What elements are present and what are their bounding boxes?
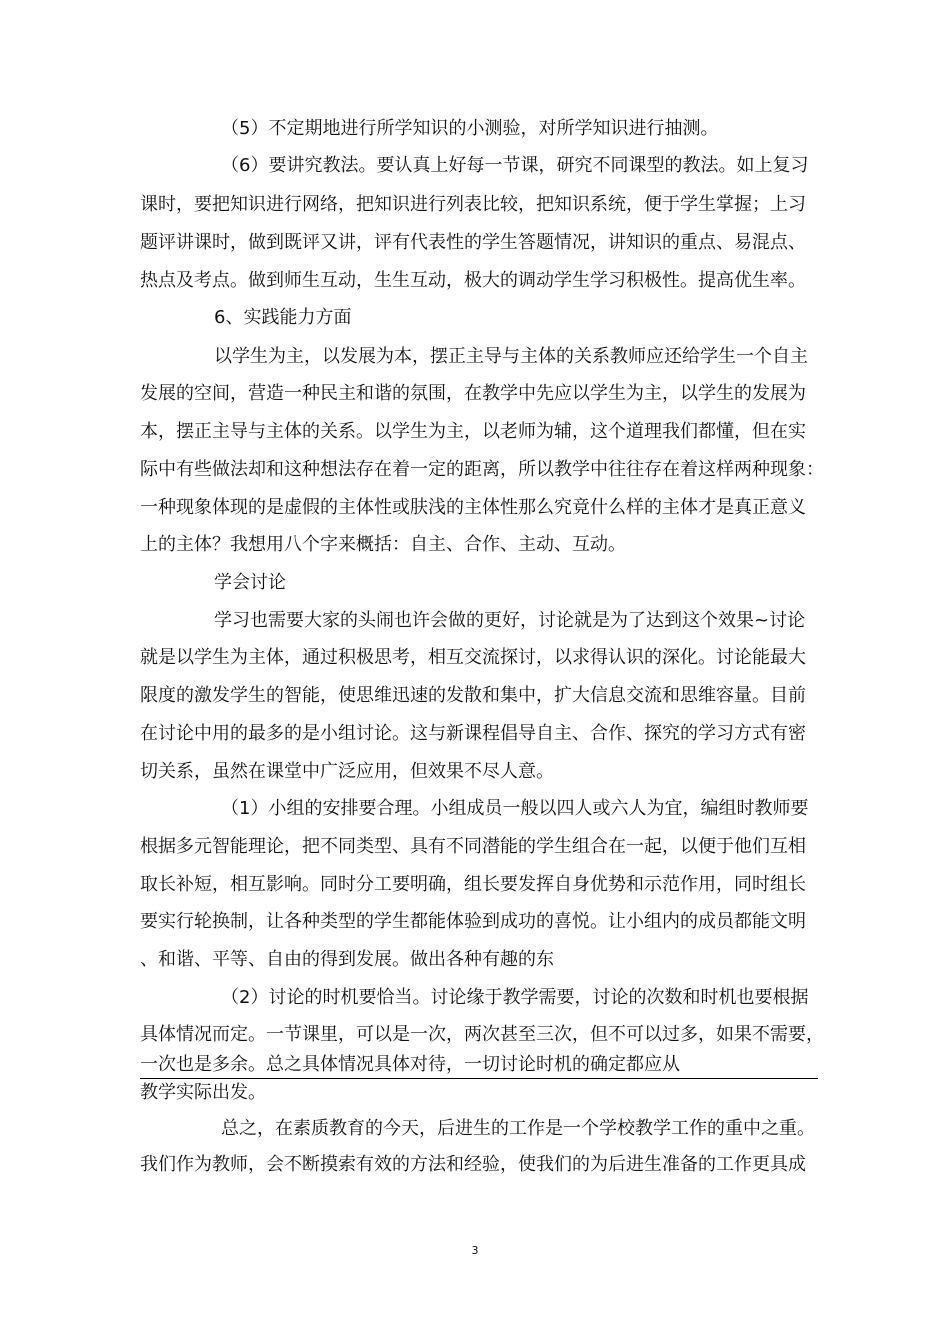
text-line: （5）不定期地进行所学知识的小测验，对所学知识进行抽测。 xyxy=(221,118,719,139)
text-line: 取长补短，相互影响。同时分工要明确，组长要发挥自身优势和示范作用，同时组长 xyxy=(140,874,806,895)
text-line: 以学生为主，以发展为本，摆正主导与主体的关系教师应还给学生一个自主 xyxy=(214,346,808,367)
text-line: 上的主体？我想用八个字来概括：自主、合作、主动、互动。 xyxy=(140,534,626,555)
text-line: 要实行轮换制，让各种类型的学生都能体验到成功的喜悦。让小组内的成员都能文明 xyxy=(140,911,806,932)
text-line: 一次也是多余。总之具体情况具体对待，一切讨论时机的确定都应从 xyxy=(140,1054,680,1075)
horizontal-rule xyxy=(140,1078,818,1079)
text-line: 具体情况而定。一节课里，可以是一次，两次甚至三次，但不可以过多，如果不需要， xyxy=(140,1024,824,1045)
text-line: 总之，在素质教育的今天，后进生的工作是一个学校教学工作的重中之重。 xyxy=(221,1118,815,1139)
text-line: 学习也需要大家的头闹也许会做的更好，讨论就是为了达到这个效果~讨论 xyxy=(214,610,806,631)
text-line: 本，摆正主导与主体的关系。以学生为主，以老师为辅，这个道理我们都懂，但在实 xyxy=(140,421,806,442)
text-line: 一种现象体现的是虚假的主体性或肤浅的主体性那么究竟什么样的主体才是真正意义 xyxy=(140,497,806,518)
text-line: （1）小组的安排要合理。小组成员一般以四人或六人为宜，编组时教师要 xyxy=(221,798,809,819)
text-line: 在讨论中用的最多的是小组讨论。这与新课程倡导自主、合作、探究的学习方式有密 xyxy=(140,723,806,744)
text-line: 教学实际出发。 xyxy=(140,1082,266,1103)
text-line: 、和谐、平等、自由的得到发展。做出各种有趣的东 xyxy=(140,949,554,970)
text-line: （6）要讲究教法。要认真上好每一节课，研究不同课型的教法。如上复习 xyxy=(221,155,809,176)
text-line: 题评讲课时，做到既评又讲，评有代表性的学生答题情况，讲知识的重点、易混点、 xyxy=(140,232,806,253)
text-line: 际中有些做法却和这种想法存在着一定的距离，所以教学中往往存在着这样两种现象： xyxy=(140,459,824,480)
text-line: 根据多元智能理论，把不同类型、具有不同潜能的学生组合在一起，以便于他们互相 xyxy=(140,836,806,857)
text-line: 课时，要把知识进行网络，把知识进行列表比较，把知识系统，便于学生掌握；上习 xyxy=(140,194,806,215)
text-line: （2）讨论的时机要恰当。讨论缘于教学需要，讨论的次数和时机也要根据 xyxy=(221,987,809,1008)
text-line: 切关系，虽然在课堂中广泛应用，但效果不尽人意。 xyxy=(140,761,554,782)
text-line: 发展的空间，营造一种民主和谐的氛围，在教学中先应以学生为主，以学生的发展为 xyxy=(140,383,806,404)
text-line: 热点及考点。做到师生互动，生生互动，极大的调动学生学习积极性。提高优生率。 xyxy=(140,270,806,291)
text-line: 限度的激发学生的智能，使思维迅速的发散和集中，扩大信息交流和思维容量。目前 xyxy=(140,685,806,706)
section-heading: 学会讨论 xyxy=(214,572,286,593)
text-line: 我们作为教师，会不断摸索有效的方法和经验，使我们的为后进生准备的工作更具成 xyxy=(140,1154,806,1175)
page-number: 3 xyxy=(471,1244,479,1257)
section-heading: 6、实践能力方面 xyxy=(214,307,352,328)
text-line: 就是以学生为主体，通过积极思考，相互交流探讨，以求得认识的深化。讨论能最大 xyxy=(140,647,806,668)
